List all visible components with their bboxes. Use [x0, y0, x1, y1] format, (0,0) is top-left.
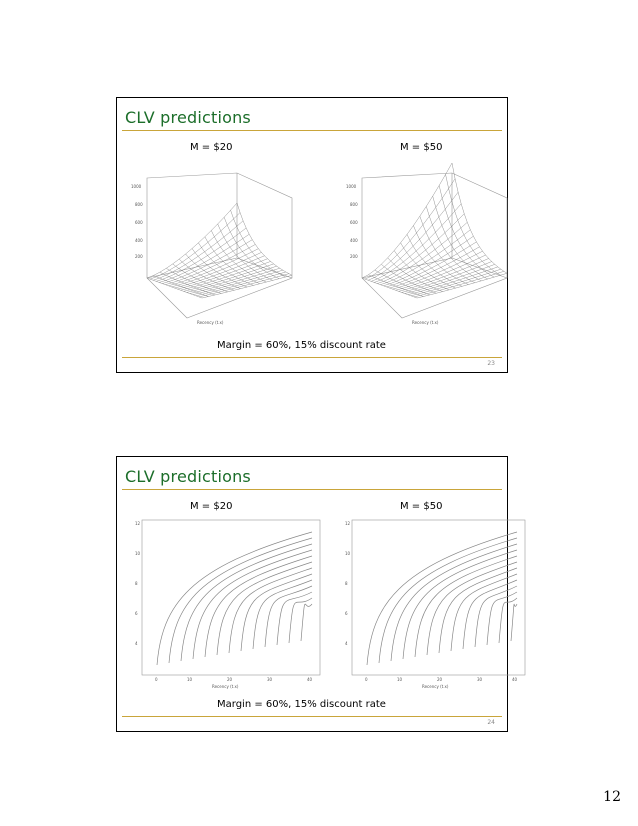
- svg-text:12: 12: [135, 521, 141, 526]
- svg-text:6: 6: [345, 611, 348, 616]
- svg-text:1000: 1000: [346, 184, 357, 189]
- slide-clv-3d: [116, 97, 508, 373]
- contour-plot-left: [127, 515, 322, 697]
- slide-caption: Margin = 60%, 15% discount rate: [217, 340, 386, 351]
- title-divider: [122, 489, 502, 490]
- svg-text:0: 0: [365, 677, 368, 682]
- svg-text:10: 10: [135, 551, 141, 556]
- slide-title: CLV predictions: [125, 467, 251, 486]
- slide-caption: Margin = 60%, 15% discount rate: [217, 699, 386, 710]
- label-left: M = $20: [190, 142, 233, 153]
- svg-text:8: 8: [135, 581, 138, 586]
- svg-text:200: 200: [350, 254, 358, 259]
- svg-text:Recency (t.x): Recency (t.x): [412, 320, 439, 325]
- svg-text:40: 40: [512, 677, 518, 682]
- svg-text:10: 10: [345, 551, 351, 556]
- svg-text:Recency (t.x): Recency (t.x): [422, 684, 449, 689]
- slide-number: 23: [487, 360, 495, 367]
- svg-text:Recency (t.x): Recency (t.x): [212, 684, 239, 689]
- page-number: 12: [603, 789, 621, 805]
- svg-text:400: 400: [135, 238, 143, 243]
- svg-text:12: 12: [345, 521, 351, 526]
- svg-text:0: 0: [155, 677, 158, 682]
- svg-text:4: 4: [345, 641, 348, 646]
- svg-text:30: 30: [267, 677, 273, 682]
- svg-text:10: 10: [397, 677, 403, 682]
- svg-text:800: 800: [135, 202, 143, 207]
- svg-text:800: 800: [350, 202, 358, 207]
- svg-text:Recency (t.x): Recency (t.x): [197, 320, 224, 325]
- svg-text:6: 6: [135, 611, 138, 616]
- svg-text:30: 30: [477, 677, 483, 682]
- svg-text:10: 10: [187, 677, 193, 682]
- label-left: M = $20: [190, 501, 233, 512]
- surface-plot-right: [342, 158, 517, 328]
- svg-text:20: 20: [227, 677, 233, 682]
- svg-text:20: 20: [437, 677, 443, 682]
- label-right: M = $50: [400, 501, 443, 512]
- slide-title: CLV predictions: [125, 108, 251, 127]
- svg-text:600: 600: [350, 220, 358, 225]
- surface-plot-left: [127, 158, 302, 328]
- label-right: M = $50: [400, 142, 443, 153]
- title-divider: [122, 130, 502, 131]
- svg-text:1000: 1000: [131, 184, 142, 189]
- svg-text:600: 600: [135, 220, 143, 225]
- svg-text:40: 40: [307, 677, 313, 682]
- svg-text:400: 400: [350, 238, 358, 243]
- contour-plot-right: [337, 515, 527, 697]
- svg-text:4: 4: [135, 641, 138, 646]
- footer-divider: [122, 716, 502, 717]
- slide-clv-contour: [116, 456, 518, 732]
- svg-text:200: 200: [135, 254, 143, 259]
- slide-number: 24: [487, 719, 495, 726]
- footer-divider: [122, 357, 502, 358]
- svg-text:8: 8: [345, 581, 348, 586]
